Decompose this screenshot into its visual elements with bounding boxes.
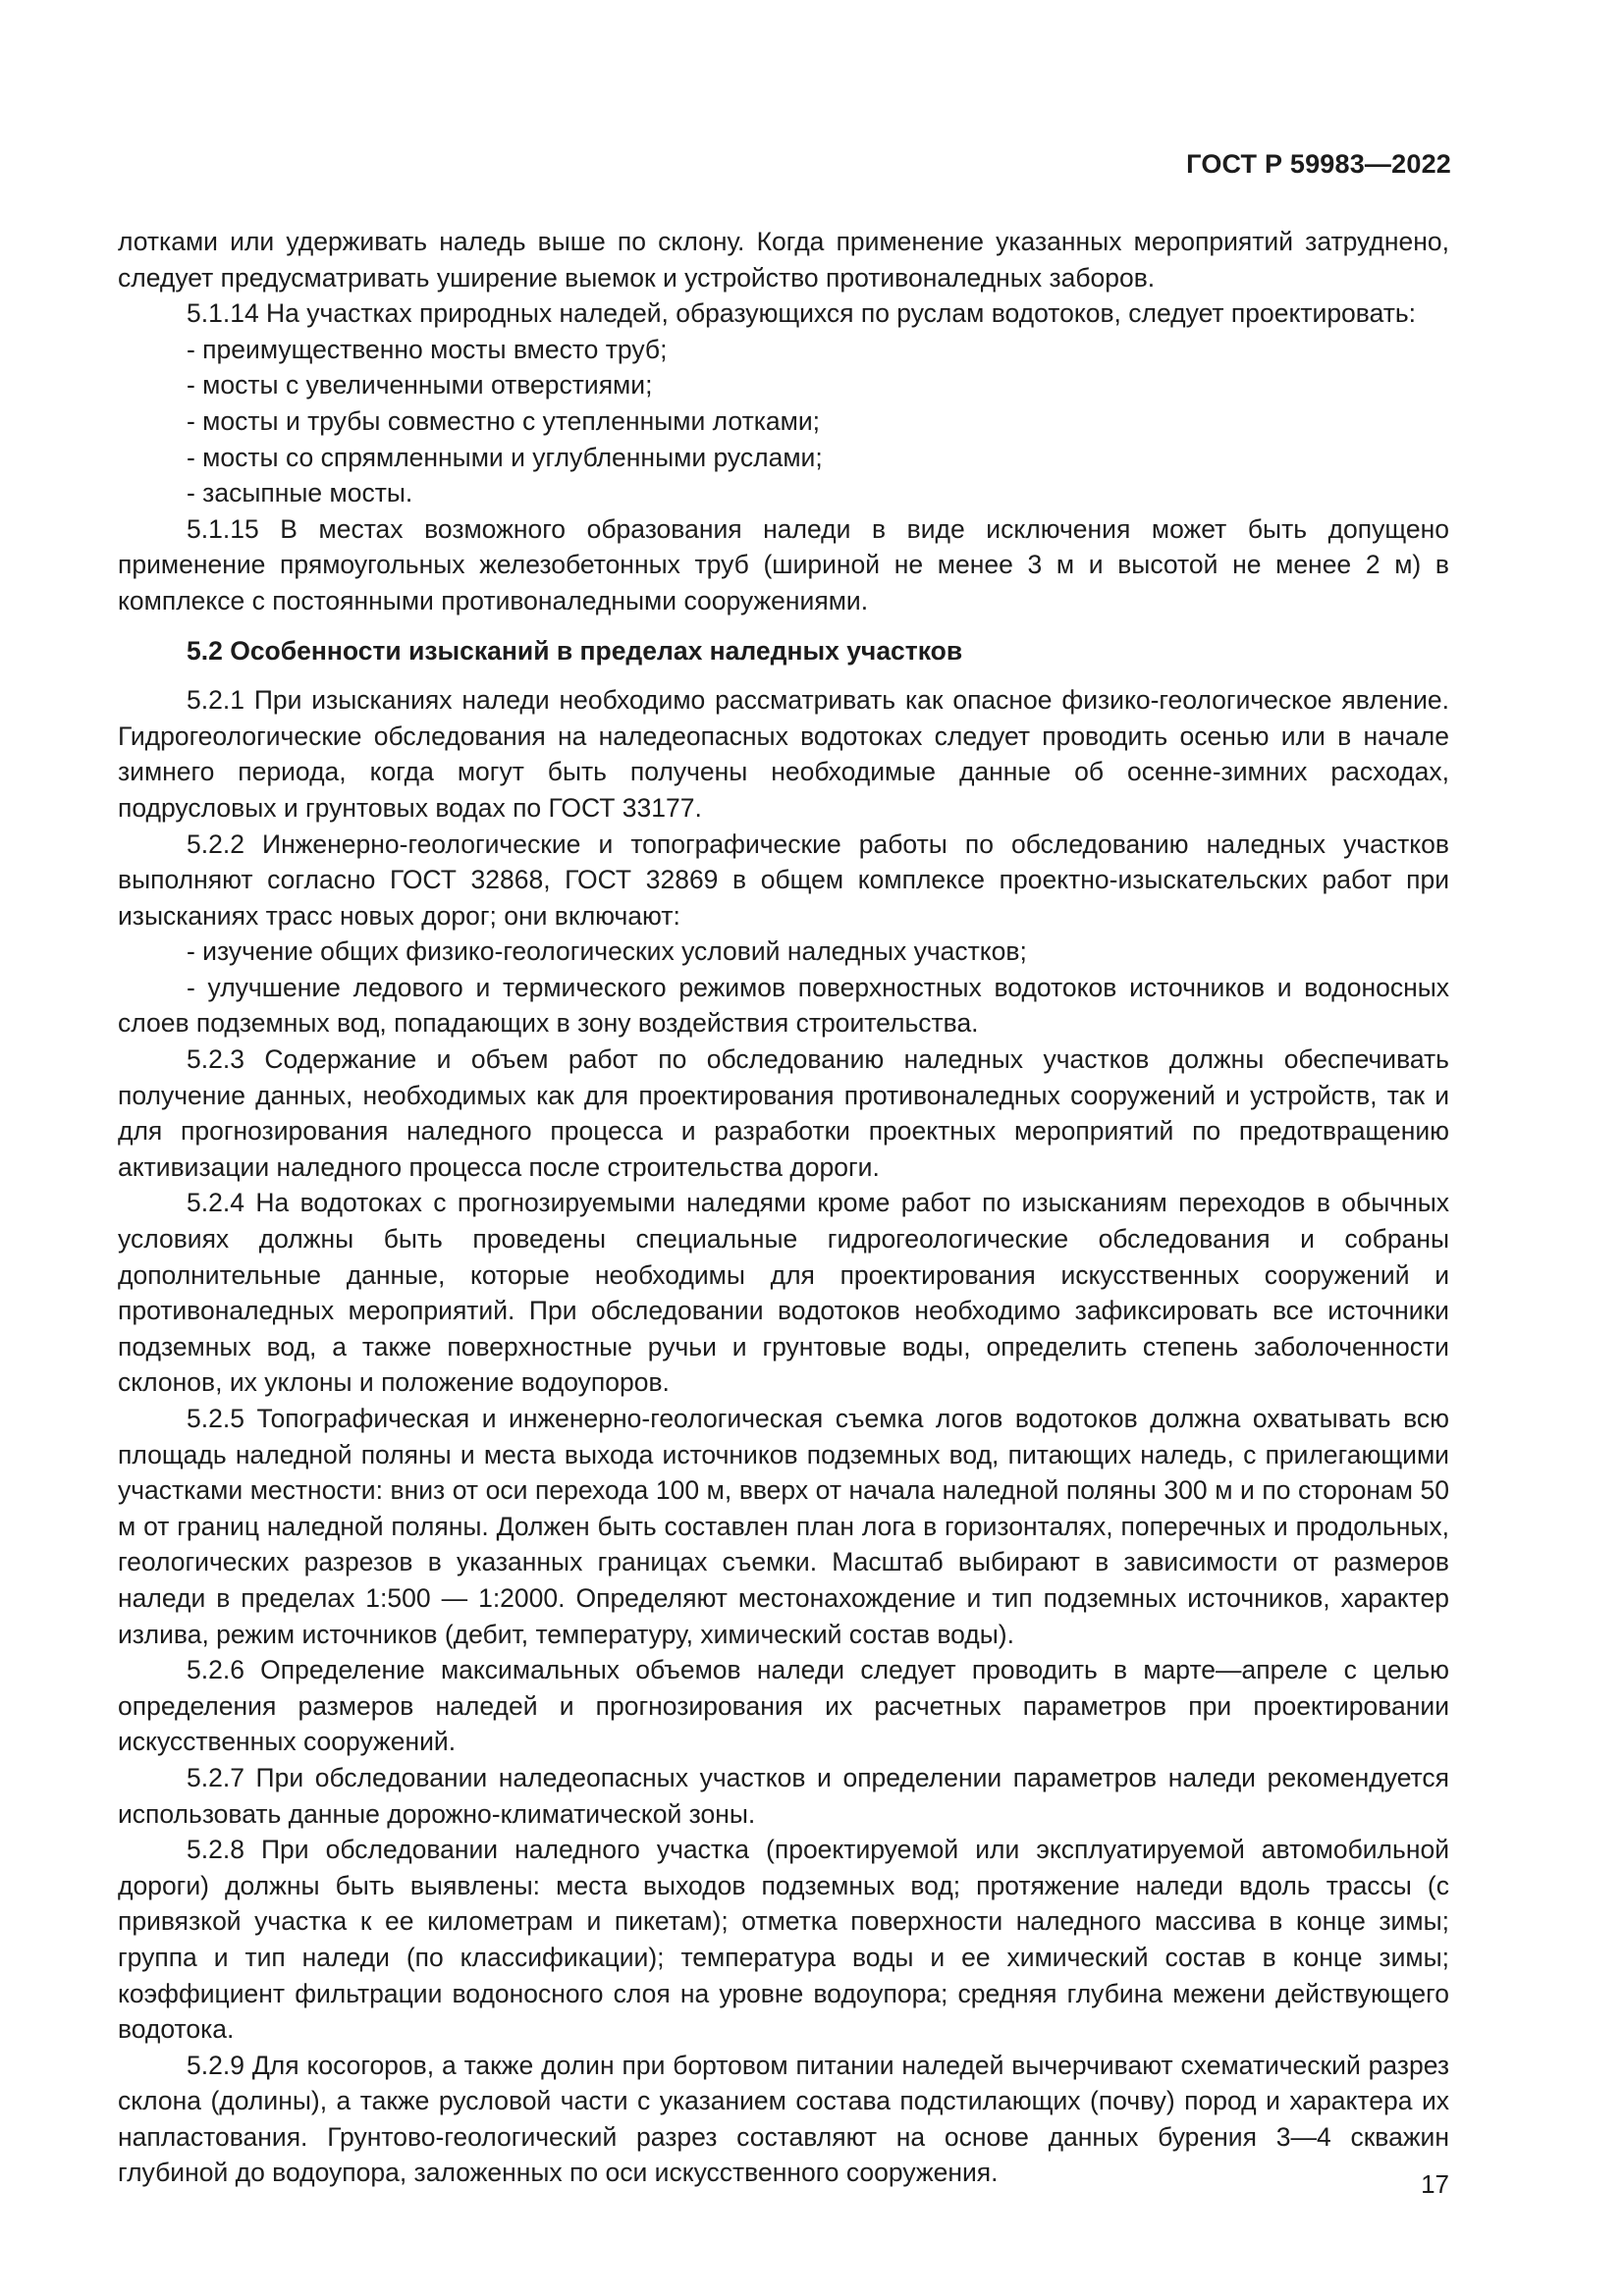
document-header: ГОСТ Р 59983—2022 xyxy=(1186,149,1451,179)
section-heading-5-2: 5.2 Особенности изысканий в пределах наледных участков xyxy=(187,635,963,666)
paragraph-5-2-6: 5.2.6 Определение максимальных объемов наледи следует проводить в марте—апреле с целью определения размеров наледей и прогнозирования их расчетных параметров при проектировании искусственных сооружений. xyxy=(118,1655,1449,1757)
paragraph-continuation: лотками или удерживать наледь выше по склону. Когда применение указанных мероприятий затруднено, следует предусматривать уширение выемок и устройство противоналедных заборов. xyxy=(118,227,1449,293)
paragraph-5-2-9: 5.2.9 Для косогоров, а также долин при бортовом питании наледей вычерчивают схематический разрез склона (долины), а также русловой части с указанием состава подстилающих (почву) пород и характера их напластования. Грунтово-геологический разрез составляют на основе данных бурения 3—4 скважин глубиной до водоупора, заложенных по оси искусственного сооружения. xyxy=(118,2050,1449,2188)
list-item: - улучшение ледового и термического режимов поверхностных водотоков источников и водоносных слоев подземных вод, попадающих в зону воздействия строительства. xyxy=(118,972,1449,1039)
paragraph-5-2-4: 5.2.4 На водотоках с прогнозируемыми наледями кроме работ по изысканиям переходов в обычных условиях должны быть проведены специальные гидрогеологические обследования и собраны дополнительные данные, которые необходимы для проектирования искусственных сооружений и противоналедных мероприятий. При обследовании водотоков необходимо зафиксировать все источники подземных вод, а также поверхностные ручьи и грунтовые воды, определить степень заболоченности склонов, их уклоны и положение водоупоров. xyxy=(118,1188,1449,1398)
paragraph-5-1-15: 5.1.15 В местах возможного образования наледи в виде исключения может быть допущено применение прямоугольных железобетонных труб (шириной не менее 3 м и высотой не менее 2 м) в комплексе с постоянными противоналедными сооружениями. xyxy=(118,513,1449,615)
list-item: - преимущественно мосты вместо труб; xyxy=(187,334,668,364)
list-item: - изучение общих физико-геологических условий наледных участков; xyxy=(187,936,1027,967)
paragraph-5-2-2: 5.2.2 Инженерно-геологические и топографические работы по обследованию наледных участков выполняют согласно ГОСТ 32868, ГОСТ 32869 в общем комплексе проектно-изыскательских работ при изысканиях трасс новых дорог; они включают: xyxy=(118,828,1449,931)
paragraph-5-1-14: 5.1.14 На участках природных наледей, образующихся по руслам водотоков, следует проектировать: xyxy=(187,298,1417,329)
paragraph-5-2-3: 5.2.3 Содержание и объем работ по обследованию наледных участков должны обеспечивать получение данных, необходимых как для проектирования противоналедных сооружений и устройств, так и для прогнозирования наледного процесса и разработки проектных мероприятий по предотвращению активизации наледного процесса после строительства дороги. xyxy=(118,1044,1449,1182)
list-item: - засыпные мосты. xyxy=(187,478,413,508)
page-body xyxy=(118,224,1449,2191)
list-item: - мосты со спрямленными и углубленными руслами; xyxy=(187,442,823,472)
paragraph-5-2-1: 5.2.1 При изысканиях наледи необходимо рассматривать как опасное физико-геологическое явление. Гидрогеологические обследования на наледеопасных водотоках следует проводить осенью или в начале зимнего периода, когда могут быть получены необходимые данные об осенне-зимних расходах, подрусловых и грунтовых водах по ГОСТ 33177. xyxy=(118,685,1449,823)
list-item: - мосты и трубы совместно с утепленными лотками; xyxy=(187,405,821,436)
paragraph-5-2-5: 5.2.5 Топографическая и инженерно-геологическая съемка логов водотоков должна охватывать всю площадь наледной поляны и места выхода источников подземных вод, питающих наледь, с прилегающими участками местности: вниз от оси перехода 100 м, вверх от начала наледной поляны 300 м и по сторонам 50 м от границ наледной поляны. Должен быть составлен план лога в горизонталях, поперечных и продольных, геологических разрезов в указанных границах съемки. Масштаб выбирают в зависимости от размеров наледи в пределах 1:500 — 1:2000. Определяют местонахождение и тип подземных источников, характер излива, режим источников (дебит, температуру, химический состав воды). xyxy=(118,1404,1449,1649)
paragraph-5-2-8: 5.2.8 При обследовании наледного участка (проектируемой или эксплуатируемой автомобильной дороги) должны быть выявлены: места выходов подземных вод; протяжение наледи вдоль трассы (с привязкой участка к ее километрам и пикетам); отметка поверхности наледного массива в конце зимы; группа и тип наледи (по классификации); температура воды и ее химический состав в конце зимы; коэффициент фильтрации водоносного слоя на уровне водоупора; средняя глубина межени действующего водотока. xyxy=(118,1835,1449,2045)
page-number: 17 xyxy=(1421,2169,1449,2199)
list-item: - мосты с увеличенными отверстиями; xyxy=(187,370,653,400)
paragraph-5-2-7: 5.2.7 При обследовании наледеопасных участков и определении параметров наледи рекомендуется использовать данные дорожно-климатической зоны. xyxy=(118,1762,1449,1829)
